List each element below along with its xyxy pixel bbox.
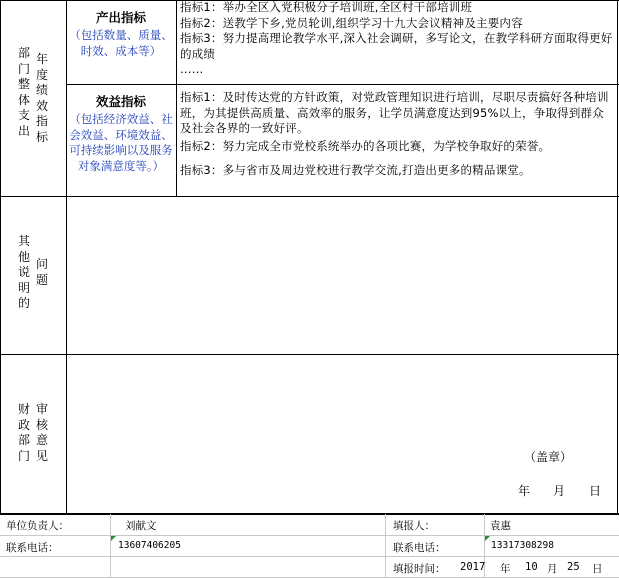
output-indicator-content: [180, 0, 615, 78]
section-label-other-notes: 其他说明的: [17, 234, 30, 310]
error-marker-icon: [485, 536, 490, 541]
indicator-divider: [66, 84, 619, 85]
output-indicator-line-1: 指标1：举办全区入党积极分子培训班,全区村干部培训班: [180, 0, 473, 14]
phone-label-1: 联系电话：: [6, 542, 59, 554]
benefit-indicator-line-1: 指标1：及时传达党的方针政策，对党政管理知识进行培训，尽职尽责搞好各种培训班，为其提供高质量、高效率的服务，让学员满意度达到95%以上，争取得到群众及社会各界的一致好评。: [180, 90, 609, 135]
section-label-review-opinion: 审核意见: [35, 402, 48, 463]
table-right-border: [617, 0, 618, 513]
output-indicator-header: [67, 8, 175, 59]
phone-label-2: 联系电话：: [393, 542, 446, 554]
error-marker-icon: [111, 536, 116, 541]
benefit-indicator-title: 效益指标: [95, 94, 146, 109]
other-notes-content[interactable]: [67, 197, 617, 354]
report-month[interactable]: 10: [525, 561, 538, 573]
benefit-indicator-line-3: 指标3：多与省市及周边党校进行教学交流,打造出更多的精品课堂。: [180, 163, 531, 177]
seal-label: （盖章）: [524, 450, 573, 464]
output-indicator-line-2: 指标2：送教学下乡,党员轮训,组织学习十九大会议精神及主要内容: [180, 15, 523, 30]
footer-grid-line-1: [0, 535, 619, 536]
phone-value-2[interactable]: 13317308298: [491, 540, 554, 551]
benefit-indicator-header: [67, 92, 175, 174]
row-divider-3: [0, 513, 619, 515]
finance-date-day: 日: [589, 484, 602, 498]
output-indicator-note: （包括数量、质量、时效、成本等）: [69, 28, 173, 58]
section-label-issues: 问题: [35, 257, 48, 287]
finance-review-content[interactable]: [67, 355, 617, 513]
reporter-value[interactable]: 袁惠: [490, 520, 511, 532]
finance-date-month: 月: [553, 484, 566, 498]
benefit-indicator-line-2: 指标2：努力完成全市党校系统举办的各项比赛，为学校争取好的荣誉。: [180, 138, 551, 153]
phone-value-1[interactable]: 13607406205: [118, 540, 181, 551]
reporter-label: 填报人：: [393, 520, 435, 532]
footer-grid-line-2: [0, 556, 619, 557]
report-month-unit: 月: [547, 563, 558, 575]
report-time-label: 填报时间：: [393, 563, 446, 575]
footer-grid-vline-1: [110, 514, 111, 578]
report-year-unit: 年: [500, 563, 511, 575]
unit-head-value[interactable]: 刘献文: [125, 520, 157, 532]
output-indicator-title: 产出指标: [95, 10, 146, 25]
finance-date-year: 年: [518, 484, 531, 498]
report-day[interactable]: 25: [567, 561, 580, 573]
section-label-annual-indicators: 年度绩效指标: [35, 52, 48, 144]
output-indicator-line-4: ……: [180, 62, 204, 76]
report-day-unit: 日: [592, 563, 603, 575]
output-indicator-line-3: 指标3：努力提高理论教学水平,深入社会调研，多写论文，在教学科研方面取得更好的成绩: [180, 31, 613, 61]
footer-grid-vline-2: [385, 514, 386, 578]
section-label-finance-dept: 财政部门: [17, 402, 30, 463]
benefit-indicator-note: （包括经济效益、社会效益、环境效益、可持续影响以及服务对象满意度等。）: [69, 112, 173, 173]
benefit-indicator-content: [180, 90, 615, 179]
section-label-dept-expense: 部门整体支出: [17, 46, 30, 138]
indicator-col-divider: [176, 0, 177, 196]
table-left-border: [0, 0, 1, 513]
unit-head-label: 单位负责人：: [6, 520, 69, 532]
report-year[interactable]: 2017: [460, 561, 486, 573]
